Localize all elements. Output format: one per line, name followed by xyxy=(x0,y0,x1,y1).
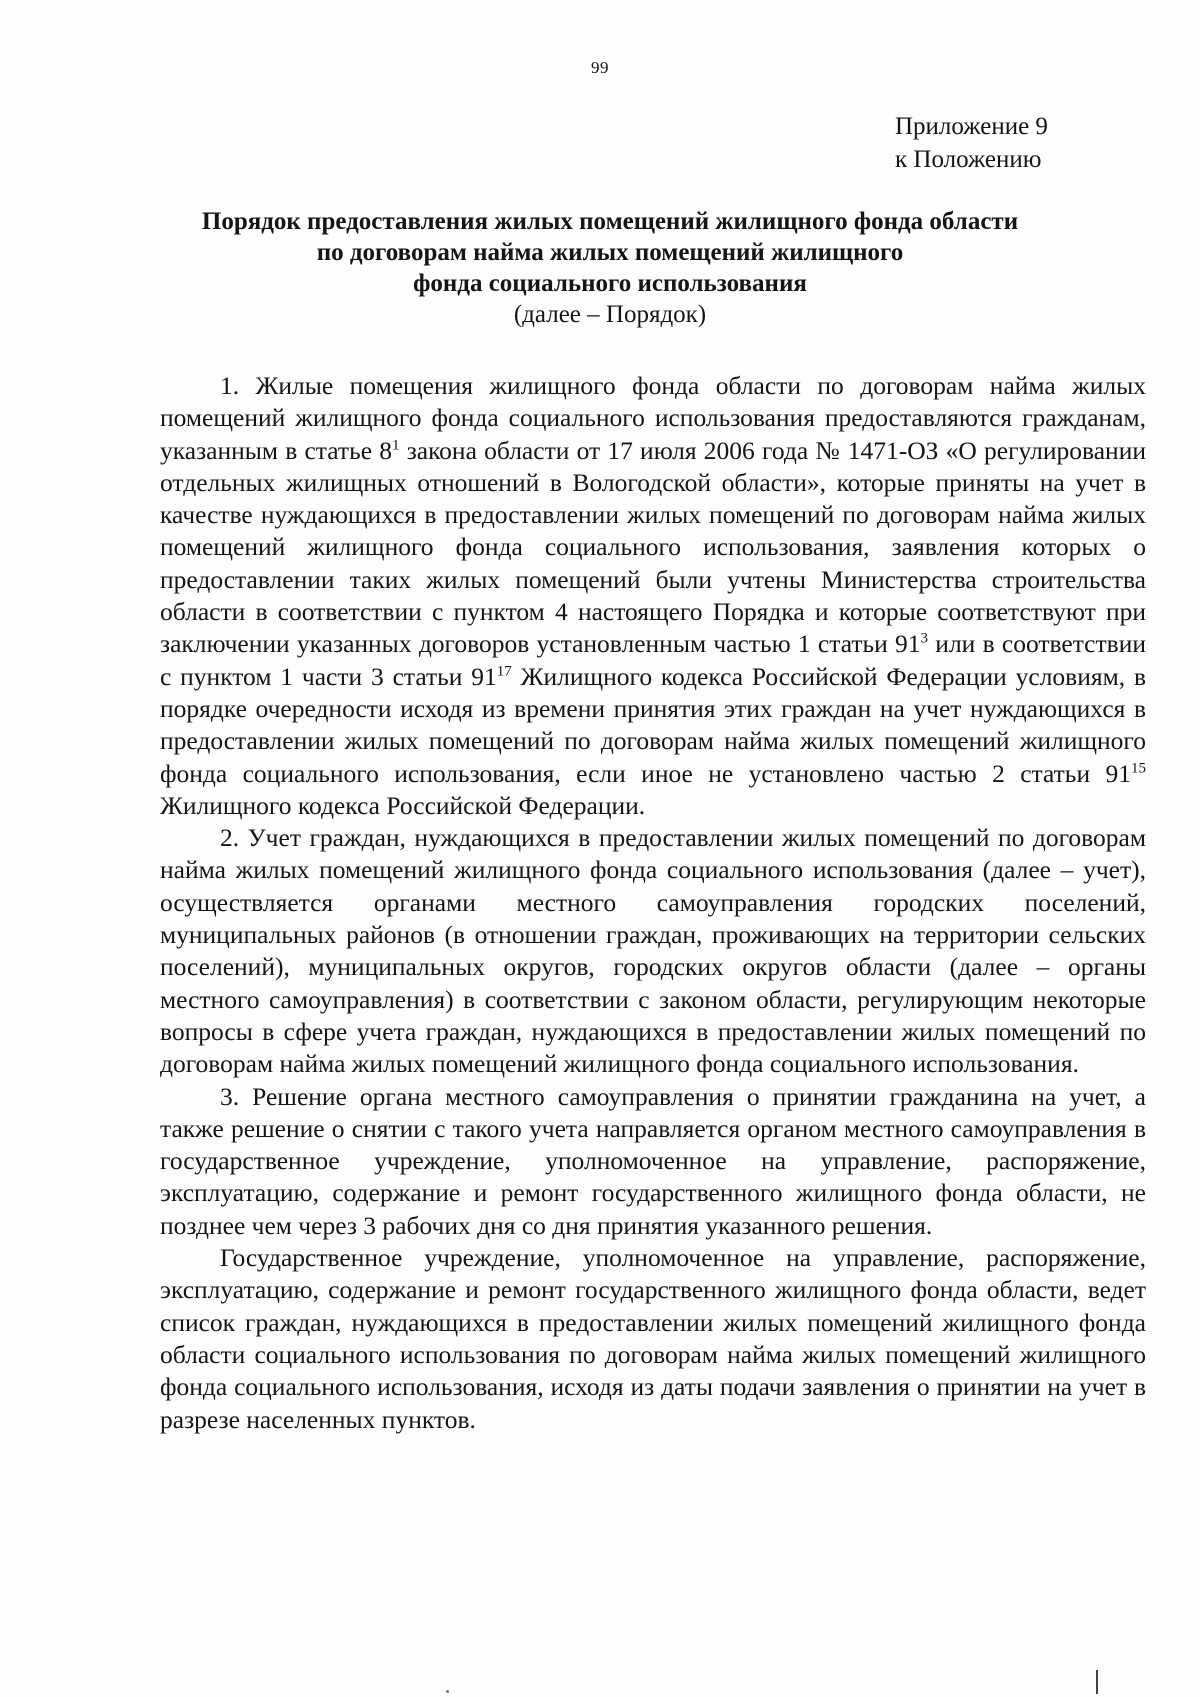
paragraph-1-part-e: Жилищного кодекса Российской Федерации. xyxy=(160,790,646,820)
title-line-1: Порядок предоставления жилых помещений жилищного фонда области xyxy=(201,208,1019,235)
title-line-3: фонда социального использования xyxy=(413,270,807,297)
title-subtitle: (далее – Порядок) xyxy=(513,301,707,328)
superscript-3: 17 xyxy=(496,663,512,680)
paragraph-1-part-c: или в соответствии с пунктом 1 части 3 статьи 91 xyxy=(160,629,1146,691)
paragraph-1-part-b: закона области от 17 июля 2006 года № 1471-ОЗ «О регулировании отдельных жилищных отношений в Вологодской области», которые приняты на учет в качестве нуждающихся в предоставлении жилых помещений по договорам найма жилых помещений жилищного фонда социального использования, заявления которых о предоставлении таких жилых помещений были учтены Министерства строительства области в соответствии с пунктом 4 настоящего Порядка и которые соответствуют при заключении указанных договоров установленным частью 1 статьи 91 xyxy=(160,435,1146,659)
superscript-4: 15 xyxy=(1131,760,1146,777)
paragraph-3: 3. Решение органа местного самоуправления о принятии гражданина на учет, а также решение о снятии с такого учета направляется органом местного самоуправления в государственное учреждение, уполномоченное на управление, распоряжение, эксплуатацию, содержание и ремонт государственного жилищного фонда области, не позднее чем через 3 рабочих дня со дня принятия указанного решения. xyxy=(160,1081,1146,1240)
paragraph-1-part-d: Жилищного кодекса Российской Федерации условиям, в порядке очередности исходя из времени принятия этих граждан на учет нуждающихся в предоставлении жилых помещений по договорам найма жилых помещений жилищного фонда социального использования, если иное не установлено частью 2 статьи 91 xyxy=(160,661,1146,788)
appendix-line-1: Приложение 9 xyxy=(895,113,1048,140)
paragraph-4: Государственное учреждение, уполномоченное на управление, распоряжение, эксплуатацию, содержание и ремонт государственного жилищного фонда области, ведет список граждан, нуждающихся в предоставлении жилых помещений жилищного фонда области социального использования по договорам найма жилых помещений жилищного фонда социального использования, исходя из даты подачи заявления о принятии на учет в разрезе населенных пунктов. xyxy=(160,1243,1146,1434)
appendix-line-2: к Положению xyxy=(895,146,1042,173)
document-title xyxy=(120,206,1100,330)
title-line-2: по договорам найма жилых помещений жилищного xyxy=(316,239,904,266)
appendix-reference xyxy=(895,110,1048,176)
superscript-2: 3 xyxy=(920,630,929,647)
paragraph-1-part-a: 1. Жилые помещения жилищного фонда области по договорам найма жилых помещений жилищного фонда социального использования предоставляются гражданам, указанным в статье 8 xyxy=(160,371,1146,465)
scan-artifact-mark xyxy=(1096,1670,1098,1694)
superscript-1: 1 xyxy=(391,437,400,454)
paragraph-2: 2. Учет граждан, нуждающихся в предоставлении жилых помещений по договорам найма жилых помещений жилищного фонда социального использования (далее – учет), осуществляется органами местного самоуправления городских поселений, муниципальных районов (в отношении граждан, проживающих на территории сельских поселений), муниципальных округов, городских округов области (далее – органы местного самоуправления) в соответствии с законом области, регулирующим некоторые вопросы в сфере учета граждан, нуждающихся в предоставлении жилых помещений по договорам найма жилых помещений жилищного фонда социального использования. xyxy=(160,823,1146,1079)
scan-artifact-dot xyxy=(446,1690,449,1693)
paragraph-1 xyxy=(160,370,1146,822)
document-body xyxy=(160,370,1146,1436)
page-number: 99 xyxy=(591,58,609,77)
